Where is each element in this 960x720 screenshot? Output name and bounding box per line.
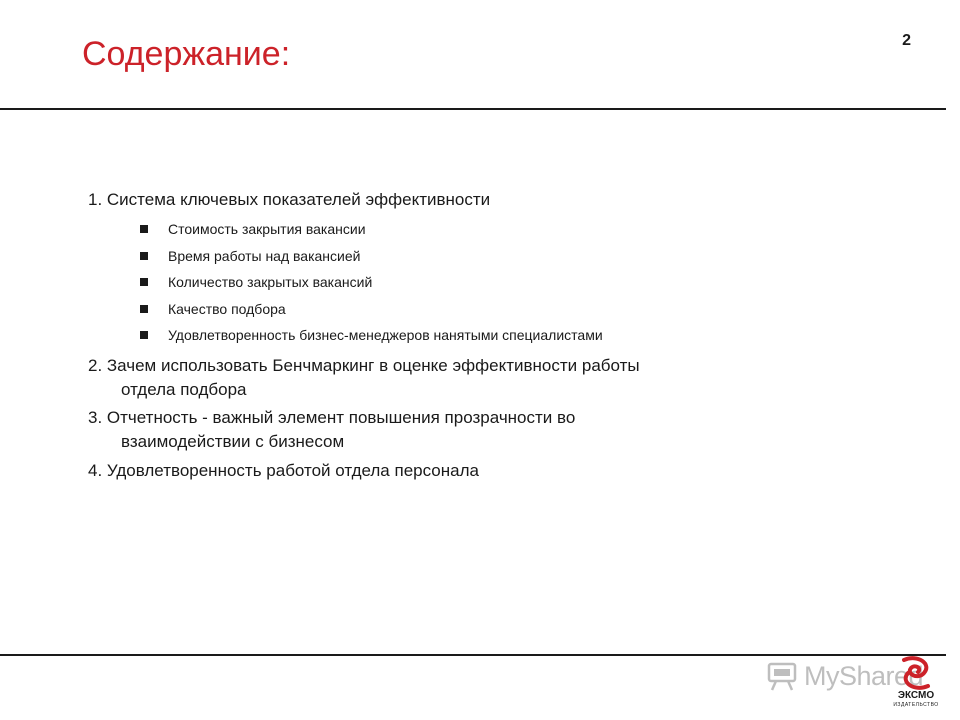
list-item	[88, 269, 848, 296]
page-number: 2	[902, 32, 911, 49]
list-item	[88, 296, 848, 323]
toc-item-4: 4. Удовлетворенность работой отдела персонала	[88, 460, 479, 480]
square-bullet-icon	[140, 278, 148, 286]
toc-item-3-line-1: 3. Отчетность - важный элемент повышения прозрачности во	[88, 407, 576, 427]
subitem-label: Время работы над вакансией	[168, 247, 361, 264]
publisher-name: ЭКСМО	[897, 690, 935, 701]
square-bullet-icon	[140, 225, 148, 233]
eksmo-emblem-icon	[896, 656, 936, 690]
square-bullet-icon	[140, 331, 148, 339]
toc-item-3	[88, 406, 848, 454]
list-item	[88, 243, 848, 270]
presentation-board-icon	[766, 660, 798, 692]
toc-item-2	[88, 354, 848, 402]
subitem-label: Удовлетворенность бизнес-менеджеров нанятыми специалистами	[168, 327, 603, 343]
toc-item-2-line-1: 2. Зачем использовать Бенчмаркинг в оценке эффективности работы	[88, 355, 640, 375]
toc-item-1-subitems	[88, 216, 848, 349]
toc-item-2-line-2: отдела подбора	[121, 379, 247, 399]
top-divider	[0, 108, 946, 110]
toc-item-1: 1. Система ключевых показателей эффективности	[88, 190, 491, 209]
list-item	[88, 216, 848, 243]
bottom-divider	[0, 654, 946, 656]
subitem-label: Качество подбора	[168, 300, 286, 317]
publisher-subtitle: ИЗДАТЕЛЬСТВО	[893, 702, 939, 708]
square-bullet-icon	[140, 252, 148, 260]
subitem-label: Стоимость закрытия вакансии	[168, 221, 366, 237]
table-of-contents	[88, 188, 848, 483]
publisher-logo	[890, 656, 942, 718]
toc-item-3-line-2: взаимодействии с бизнесом	[121, 431, 345, 451]
watermark-text: MyShared	[804, 660, 924, 691]
list-item	[88, 322, 848, 349]
square-bullet-icon	[140, 305, 148, 313]
slide-title: Содержание:	[82, 35, 291, 73]
subitem-label: Количество закрытых вакансий	[168, 274, 373, 290]
